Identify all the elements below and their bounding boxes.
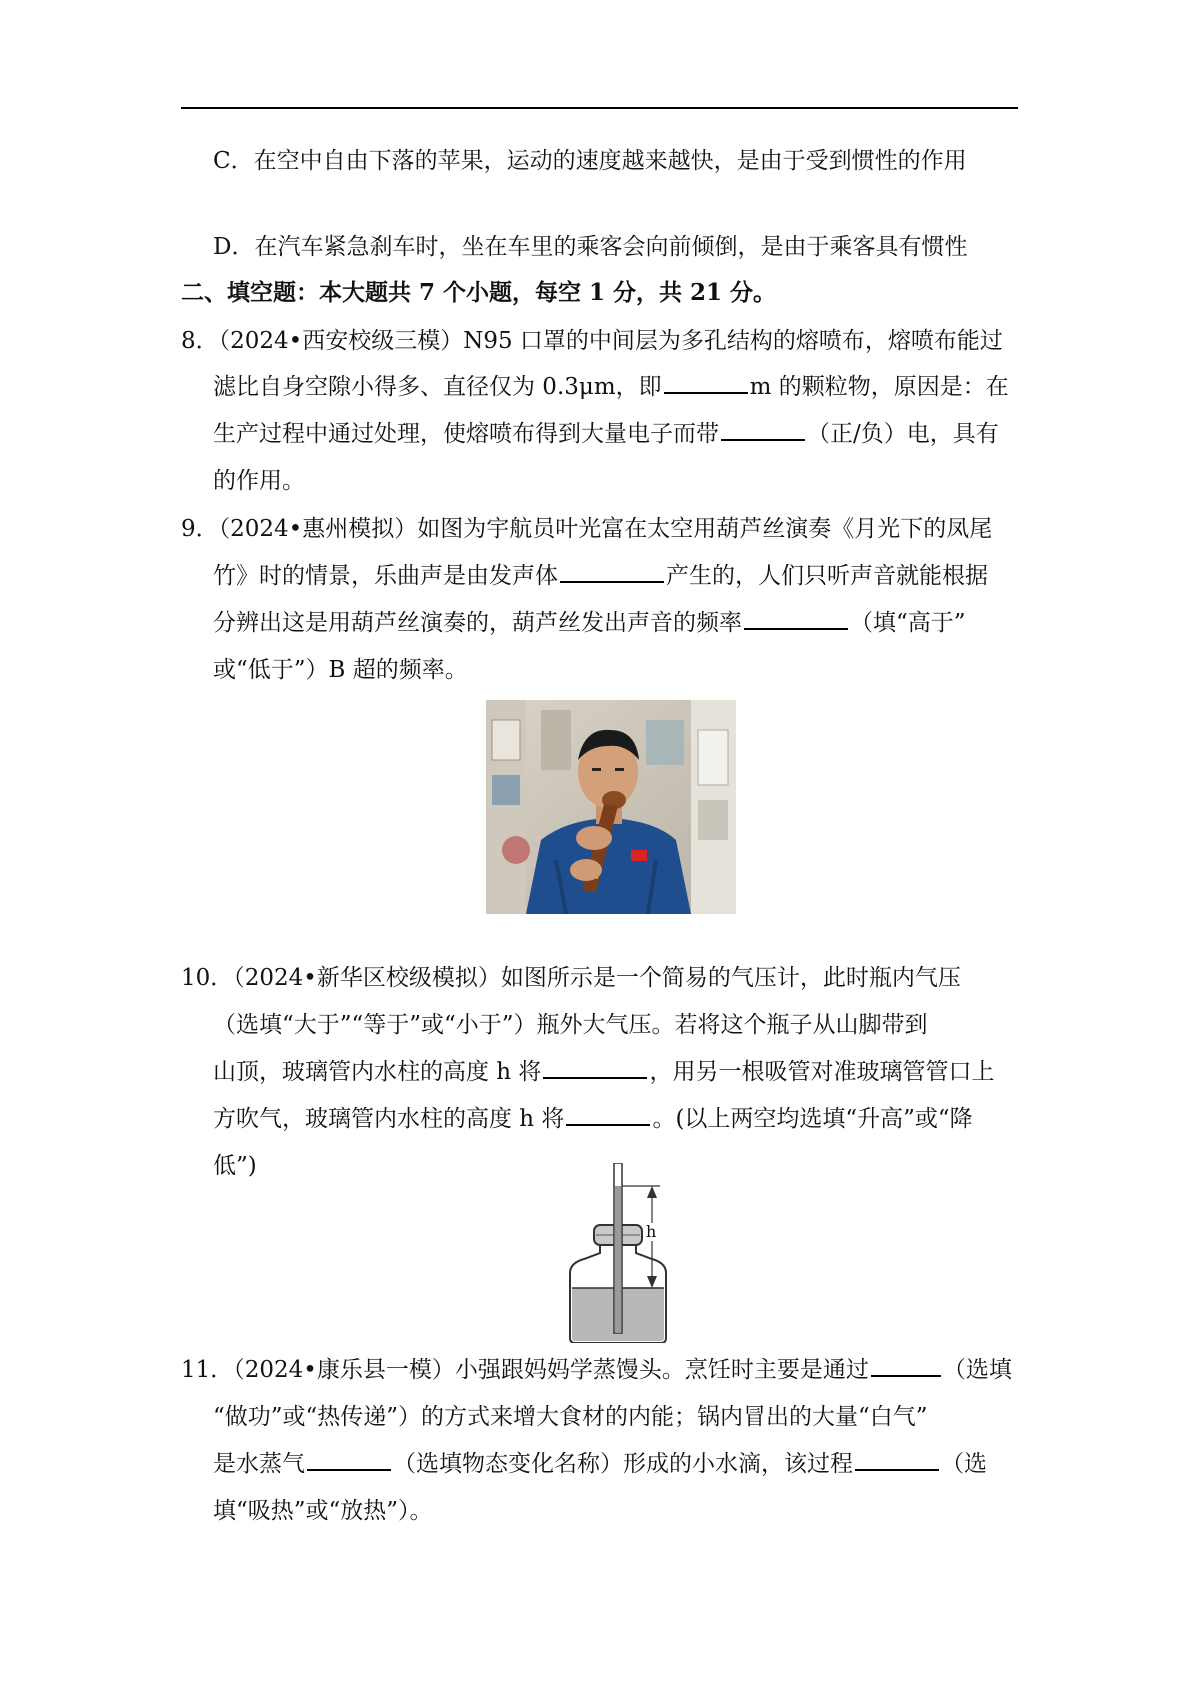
answer-blank[interactable] (871, 1355, 941, 1377)
q11-text: （选填 (942, 1357, 1012, 1383)
q11-text: 11．（2024•康乐县一模）小强跟妈妈学蒸馒头。烹饪时主要是通过 (181, 1357, 869, 1383)
q10-text: ，用另一根吸管对准玻璃管管口上 (649, 1059, 995, 1085)
q9-line-1: 9．（2024•惠州模拟）如图为宇航员叶光富在太空用葫芦丝演奏《月光下的凤尾 (181, 516, 993, 542)
q11-line-3 (213, 1449, 987, 1479)
q10-line-2: （选填“大于”“等于”或“小于”）瓶外大气压。若将这个瓶子从山脚带到 (213, 1012, 928, 1038)
q11-text: （选填物态变化名称）形成的小水滴，该过程 (393, 1451, 853, 1477)
q9-text: 产生的，人们只听声音就能根据 (666, 563, 988, 589)
answer-blank[interactable] (307, 1449, 391, 1471)
astronaut-photo (486, 700, 736, 914)
barometer-diagram (550, 1163, 700, 1343)
q8-text: 生产过程中通过处理，使熔喷布得到大量电子而带 (213, 421, 719, 447)
q9-text: 分辨出这是用葫芦丝演奏的，葫芦丝发出声音的频率 (213, 610, 742, 636)
q10-line-4 (213, 1104, 973, 1134)
q10-text: 。(以上两空均选填“升高”或“降 (652, 1106, 973, 1132)
q9-text: （填“高于” (850, 610, 966, 636)
q8-line-1: 8．（2024•西安校级三模）N95 口罩的中间层为多孔结构的熔喷布，熔喷布能过 (181, 328, 1003, 354)
q8-line-4: 的作用。 (213, 468, 305, 494)
answer-blank[interactable] (721, 419, 805, 441)
answer-blank[interactable] (664, 372, 748, 394)
q10-text: 10．（2024•新华区校级模拟）如图所示是一个简易的气压计，此时瓶内气压 (181, 965, 961, 991)
q8-line-3 (213, 419, 999, 449)
answer-blank[interactable] (543, 1057, 647, 1079)
q8-text: 滤比自身空隙小得多、直径仅为 0.3μm，即 (213, 374, 662, 400)
q10-text: 山顶，玻璃管内水柱的高度 h 将 (213, 1059, 542, 1085)
q11-line-4: 填“吸热”或“放热”）。 (213, 1498, 433, 1524)
option-d: D．在汽车紧急刹车时，坐在车里的乘客会向前倾倒，是由于乘客具有惯性 (213, 234, 968, 260)
q10-text: 方吹气，玻璃管内水柱的高度 h 将 (213, 1106, 565, 1132)
header-rule (181, 107, 1018, 109)
q11-line-1 (181, 1355, 1012, 1385)
option-c: C．在空中自由下落的苹果，运动的速度越来越快，是由于受到惯性的作用 (213, 148, 967, 174)
q9-line-2 (213, 561, 988, 591)
q9-line-3 (213, 608, 966, 638)
q10-line-5: 低”) (213, 1153, 257, 1179)
answer-blank[interactable] (566, 1104, 650, 1126)
q8-text: m 的颗粒物，原因是：在 (749, 374, 1009, 400)
answer-blank[interactable] (855, 1449, 939, 1471)
answer-blank[interactable] (744, 608, 848, 630)
height-label: h (646, 1222, 657, 1241)
answer-blank[interactable] (560, 561, 664, 583)
q9-text: 竹》时的情景，乐曲声是由发声体 (213, 563, 558, 589)
q11-text: （选 (941, 1451, 987, 1477)
q8-text: （正/负）电，具有 (807, 421, 999, 447)
q10-line-1 (181, 963, 961, 993)
q11-text: 是水蒸气 (213, 1451, 305, 1477)
section-title: 二、填空题：本大题共 7 个小题，每空 1 分，共 21 分。 (181, 279, 777, 306)
q8-line-2 (213, 372, 1009, 402)
q10-line-3 (213, 1057, 994, 1087)
q11-line-2: “做功”或“热传递”）的方式来增大食材的内能；锅内冒出的大量“白气” (213, 1404, 928, 1430)
q9-line-4: 或“低于”）B 超的频率。 (213, 657, 468, 683)
